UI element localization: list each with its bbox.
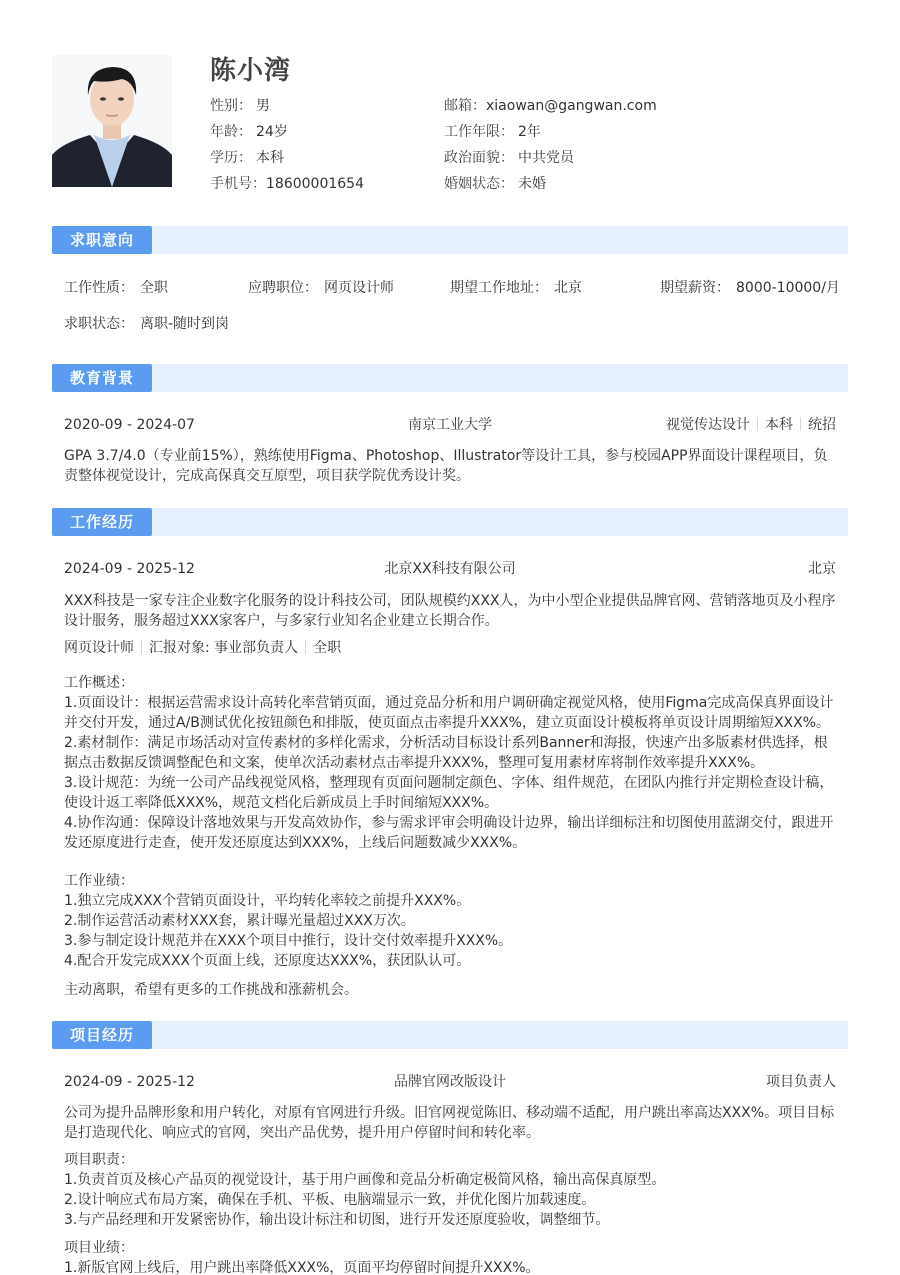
info-value: 男 [256,98,270,114]
work-overview-item: 3.设计规范：为统一公司产品线视觉风格，整理现有页面问题制定颜色、字体、组件规范，在团队内推行并定期检查设计稿，使设计返工率降低XXX%，规范文档化后新成员上手时间缩短XXX%。 [64,775,834,811]
work-role-meta [64,638,836,658]
intent-work-type [64,278,168,298]
work-achievements-title: 工作业绩： [64,873,134,889]
work-company: 北京XX科技有限公司 [384,561,516,577]
education-description: GPA 3.7/4.0（专业前15%），熟练使用Figma、Photoshop、Illustrator等设计工具，参与校园APP界面设计课程项目，负责整体视觉设计，完成高保真交互原型，项目获学院优秀设计奖。 [64,448,828,484]
intent-salary [660,278,840,298]
project-role: 项目负责人 [766,1074,836,1090]
info-age [210,119,364,145]
work-overview-item: 2.素材制作：满足市场活动对宣传素材的多样化需求，分析活动目标设计系列Banner和海报，快速产出多版素材供选择，根据点击数据反馈调整配色和文案，使单次活动素材点击率提升XXX%，整理可复用素材库将制作效率提升XXX%。 [64,735,828,771]
info-political [444,145,657,171]
work-city: 北京 [808,561,836,577]
info-value: 本科 [256,150,284,166]
section-title: 教育背景 [52,364,152,392]
basic-info-left [210,93,364,197]
section-title: 求职意向 [52,226,152,254]
work-achievement-item: 1.独立完成XXX个营销页面设计，平均转化率较之前提升XXX%。 [64,893,471,909]
work-period: 2024-09 - 2025-12 [64,561,195,577]
portrait-photo-icon [52,55,172,187]
info-value: 24岁 [256,124,288,140]
intent-location [450,278,582,298]
work-achievement-item: 4.配合开发完成XXX个页面上线，还原度达XXX%，获团队认可。 [64,953,471,969]
info-label: 工作年限： [444,124,514,140]
section-header-project [52,1021,848,1049]
intent-label: 应聘职位： [248,280,318,296]
project-name: 品牌官网改版设计 [394,1074,506,1090]
project-period: 2024-09 - 2025-12 [64,1074,195,1090]
info-label: 邮箱： [444,98,486,114]
candidate-name: 陈小湾 [210,56,292,86]
avatar [52,55,172,187]
work-overview-item: 4.协作沟通：保障设计落地效果与开发高效协作，参与需求评审会明确设计边界，输出详细标注和切图使用蓝湖交付，跟进开发还原度进行走查，使开发还原度达到XXX%，上线后问题数减少XXX%。 [64,815,834,851]
project-duties-title: 项目职责： [64,1152,134,1168]
info-phone [210,171,364,197]
info-value: 18600001654 [266,176,364,192]
intent-label: 期望工作地址： [450,280,548,296]
project-result-item: 1.新版官网上线后，用户跳出率降低XXX%，页面平均停留时间提升XXX%。 [64,1260,540,1275]
work-achievements [64,871,836,971]
intent-label: 求职状态： [64,316,134,332]
education-major: 视觉传达设计 [666,417,750,433]
info-label: 政治面貌： [444,150,514,166]
info-value: 未婚 [518,176,546,192]
divider [305,640,306,654]
work-company-intro: XXX科技是一家专注企业数字化服务的设计科技公司，团队规模约XXX人，为中小型企业提供品牌官网、营销落地页及小程序设计服务，服务超过XXX家客户，与多家行业知名企业建立长期合作。 [64,593,836,629]
info-value: xiaowan@gangwan.com [486,98,657,114]
info-value: 2年 [518,124,541,140]
project-duty-item: 2.设计响应式布局方案，确保在手机、平板、电脑端显示一致，并优化图片加载速度。 [64,1192,596,1208]
section-header-education [52,364,848,392]
intent-label: 期望薪资： [660,280,730,296]
info-label: 年龄： [210,124,252,140]
section-title: 工作经历 [52,508,152,536]
info-gender [210,93,364,119]
work-achievement-item: 2.制作运营活动素材XXX套，累计曝光量超过XXX万次。 [64,913,415,929]
project-duties [64,1150,836,1230]
education-degree: 本科 [765,417,793,433]
divider [800,417,801,431]
info-education [210,145,364,171]
work-overview-title: 工作概述： [64,675,134,691]
project-row [64,1071,836,1093]
info-email [444,93,657,119]
info-label: 婚姻状态： [444,176,514,192]
info-label: 性别： [210,98,252,114]
info-value: 中共党员 [518,150,574,166]
intent-value: 全职 [140,280,168,296]
profile-header [52,48,848,193]
info-label: 手机号： [210,176,266,192]
education-period: 2020-09 - 2024-07 [64,417,195,433]
project-results [64,1238,836,1275]
work-jobtype: 全职 [313,640,342,656]
work-overview-item: 1.页面设计：根据运营需求设计高转化率营销页面，通过竞品分析和用户调研确定视觉风格，使用Figma完成高保真界面设计并交付开发，通过A/B测试优化按钮颜色和排版，使页面点击率提升XXX%，建立页面设计模板将单页设计周期缩短XXX%。 [64,695,834,731]
divider [757,417,758,431]
info-label: 学历： [210,150,252,166]
intent-label: 工作性质： [64,280,134,296]
intent-value: 北京 [554,280,582,296]
work-achievement-item: 3.参与制定设计规范并在XXX个项目中推行，设计交付效率提升XXX%。 [64,933,513,949]
intent-value: 网页设计师 [324,280,394,296]
divider [141,640,142,654]
project-results-title: 项目业绩： [64,1240,134,1256]
section-header-work [52,508,848,536]
project-duty-item: 1.负责首页及核心产品页的视觉设计，基于用户画像和竞品分析确定极简风格，输出高保真原型。 [64,1172,666,1188]
project-description: 公司为提升品牌形象和用户转化，对原有官网进行升级。旧官网视觉陈旧、移动端不适配，用户跳出率高达XXX%。项目目标是打造现代化、响应式的官网，突出产品优势，提升用户停留时间和转化率。 [64,1105,835,1141]
education-meta [666,414,836,436]
work-report: 汇报对象: 事业部负责人 [149,640,299,656]
section-title: 项目经历 [52,1021,152,1049]
work-leave-reason: 主动离职，希望有更多的工作挑战和涨薪机会。 [64,982,358,998]
section-header-intent [52,226,848,254]
info-work-years [444,119,657,145]
intent-value: 8000-10000/月 [736,280,840,296]
work-row [64,558,836,580]
project-duty-item: 3.与产品经理和开发紧密协作，输出设计标注和切图，进行开发还原度验收，调整细节。 [64,1212,610,1228]
education-school: 南京工业大学 [408,417,492,433]
work-role: 网页设计师 [64,640,134,656]
intent-status [64,314,229,334]
intent-value: 离职-随时到岗 [140,316,230,332]
education-type: 统招 [808,417,836,433]
work-overview [64,673,836,853]
basic-info-right [444,93,657,197]
info-marital [444,171,657,197]
education-row [64,414,836,436]
intent-position [248,278,394,298]
